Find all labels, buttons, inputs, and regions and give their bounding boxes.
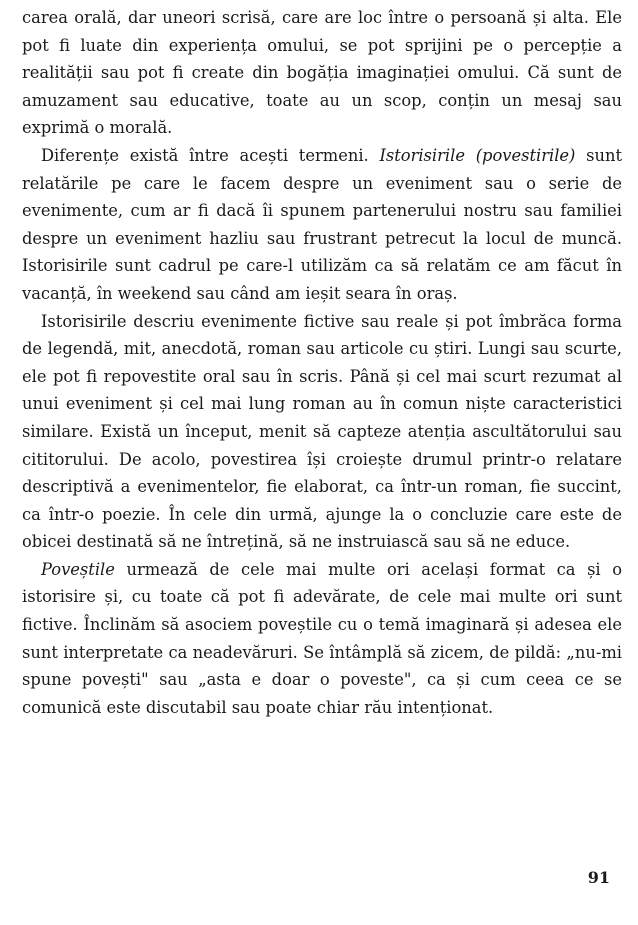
term-povestile: Poveștile xyxy=(41,559,115,579)
paragraph-3 xyxy=(22,308,622,556)
paragraph-4 xyxy=(22,556,622,722)
paragraph-2-text: Diferențe există între acești termeni. xyxy=(41,145,380,165)
term-istorisirile: Istorisirile (povestirile) xyxy=(379,145,576,165)
page-number: 91 xyxy=(587,868,610,887)
paragraph-2-text-continued: sunt relatările pe care le facem despre un eveniment sau o serie de evenimente, cum ar fi dacă îi spunem partenerului nostru sau familiei despre un eveniment hazliu sau frustrant petrecut la locul de muncă. Istorisirile sunt cadrul pe care-l utilizăm ca să relatăm ce am făcut în vacanță, în weekend sau când am ieșit seara în oraș. xyxy=(22,145,622,303)
paragraph-2 xyxy=(22,142,622,308)
paragraph-1 xyxy=(22,4,622,142)
paragraph-4-text: urmează de cele mai multe ori același format ca și o istorisire și, cu toate că pot fi adevărate, de cele mai multe ori sunt fictive. Înclinăm să asociem poveștile cu o temă imaginară și adesea ele sunt interpretate ca neadevăruri. Se întâmplă să zicem, de pildă: „nu-mi spune povești" sau „asta e doar o poveste", ca și cum ceea ce se comunică este discutabil sau poate chiar rău intenționat. xyxy=(22,559,622,717)
paragraph-3-text: Istorisirile descriu evenimente fictive sau reale și pot îmbrăca forma de legendă, mit, anecdotă, roman sau articole cu știri. Lungi sau scurte, ele pot fi repovestite oral sau în scris. Până și cel mai scurt rezumat al unui eveniment și cel mai lung roman au în comun niște caracteristici similare. Există un început, menit să capteze atenția ascultătorului sau cititorului. De acolo, povestirea își croiește drumul printr-o relatare descriptivă a evenimentelor, fie elaborat, ca într-un roman, fie succint, ca într-o poezie. În cele din urmă, ajunge la o concluzie care este de obicei destinată să ne întrețină, să ne instruiască sau să ne educe. xyxy=(22,311,622,552)
paragraph-1-text: carea orală, dar uneori scrisă, care are loc între o persoană și alta. Ele pot fi luate din experiența omului, se pot sprijini pe o percepție a realității sau pot fi create din bogăția imaginației omului. Că sunt de amuzament sau educative, toate au un scop, conțin un mesaj sau exprimă o morală. xyxy=(22,8,622,138)
body-text xyxy=(22,4,622,721)
